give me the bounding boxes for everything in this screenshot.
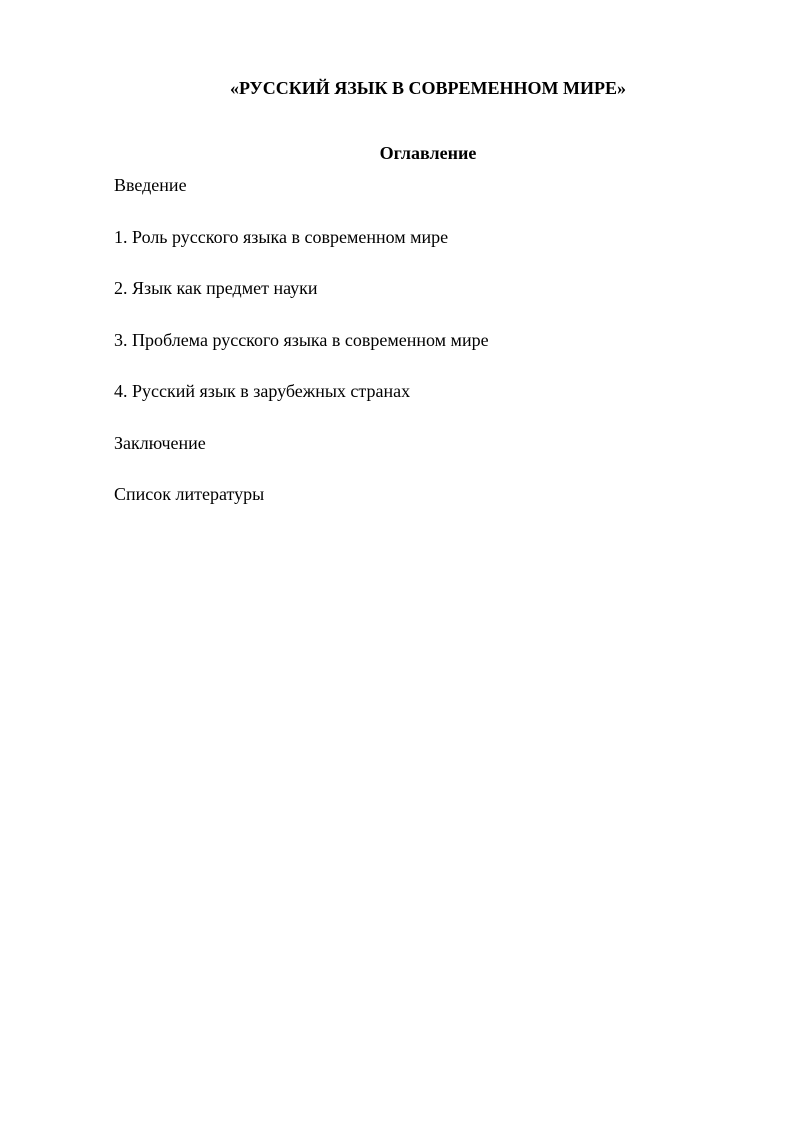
toc-heading: Оглавление — [379, 143, 477, 163]
toc-item-conclusion: Заключение — [114, 432, 206, 453]
toc-list — [114, 173, 489, 534]
toc-item-chapter-4: 4. Русский язык в зарубежных странах — [114, 381, 411, 401]
toc-item-chapter-2: 2. Язык как предмет науки — [114, 278, 318, 298]
toc-item-chapter-3: 3. Проблема русского языка в современном мире — [114, 329, 489, 350]
toc-item-introduction: Введение — [114, 175, 187, 195]
toc-item-chapter-1: 1. Роль русского языка в современном мире — [114, 226, 449, 247]
toc-item-references: Список литературы — [114, 484, 265, 504]
document-title: «РУССКИЙ ЯЗЫК В СОВРЕМЕННОМ МИРЕ» — [229, 78, 627, 98]
